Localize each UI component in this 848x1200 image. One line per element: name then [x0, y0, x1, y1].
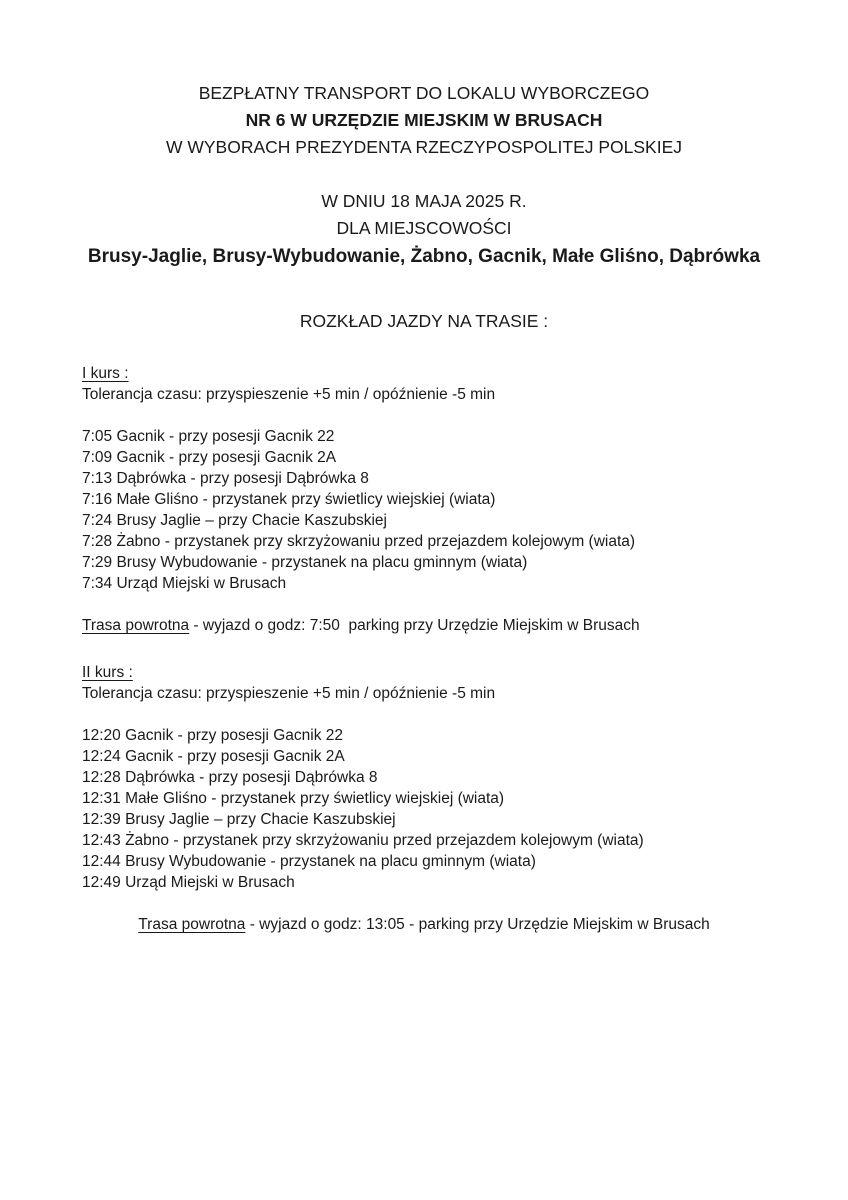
- schedule-stop: 7:24 Brusy Jaglie – przy Chacie Kaszubskiej: [82, 512, 387, 529]
- schedule-stop: 7:09 Gacnik - przy posesji Gacnik 2A: [82, 449, 337, 466]
- schedule-stop: 7:28 Żabno - przystanek przy skrzyżowaniu przed przejazdem kolejowym (wiata): [82, 533, 636, 550]
- return-route-label: Trasa powrotna: [138, 916, 246, 933]
- for-localities-line: DLA MIEJSCOWOŚCI: [336, 218, 512, 238]
- course-2-section: [82, 662, 766, 935]
- course-1-label-text: I kurs :: [82, 365, 129, 382]
- course-1-section: [82, 363, 766, 636]
- schedule-stop: 7:29 Brusy Wybudowanie - przystanek na placu gminnym (wiata): [82, 554, 528, 571]
- schedule-body: [82, 363, 766, 935]
- villages-line: Brusy-Jaglie, Brusy-Wybudowanie, Żabno, Gacnik, Małe Gliśno, Dąbrówka: [87, 246, 761, 267]
- schedule-stop: 12:28 Dąbrówka - przy posesji Dąbrówka 8: [82, 769, 378, 786]
- course-1-return-route-line: [82, 615, 766, 636]
- title-line-2: NR 6 W URZĘDZIE MIEJSKIM W BRUSACH: [245, 110, 603, 130]
- schedule-stop: 12:39 Brusy Jaglie – przy Chacie Kaszubskiej: [82, 811, 396, 828]
- course-2-return-route-line: [82, 914, 766, 935]
- return-route-details: - wyjazd o godz: 7:50 parking przy Urzędzie Miejskim w Brusach: [189, 617, 640, 634]
- title-line-3: W WYBORACH PREZYDENTA RZECZYPOSPOLITEJ POLSKIEJ: [165, 137, 682, 157]
- course-1-stops: [82, 426, 766, 594]
- schedule-stop: 12:44 Brusy Wybudowanie - przystanek na placu gminnym (wiata): [82, 853, 536, 870]
- schedule-stop: 7:05 Gacnik - przy posesji Gacnik 22: [82, 428, 335, 445]
- return-route-details: - wyjazd o godz: 13:05 - parking przy Urzędzie Miejskim w Brusach: [245, 916, 710, 933]
- schedule-stop: 12:31 Małe Gliśno - przystanek przy świetlicy wiejskiej (wiata): [82, 790, 505, 807]
- return-route-label: Trasa powrotna: [82, 617, 190, 634]
- title-line-1: BEZPŁATNY TRANSPORT DO LOKALU WYBORCZEGO: [198, 83, 650, 103]
- document-header: [0, 0, 848, 335]
- schedule-stop: 12:49 Urząd Miejski w Brusach: [82, 874, 295, 891]
- course-2-tolerance: Tolerancja czasu: przyspieszenie +5 min / opóźnienie -5 min: [82, 685, 496, 702]
- schedule-stop: 12:24 Gacnik - przy posesji Gacnik 2A: [82, 748, 345, 765]
- course-2-stops: [82, 725, 766, 893]
- course-2-label: [82, 662, 766, 683]
- course-1-label: [82, 363, 766, 384]
- schedule-stop: 12:20 Gacnik - przy posesji Gacnik 22: [82, 727, 344, 744]
- schedule-stop: 7:16 Małe Gliśno - przystanek przy świetlicy wiejskiej (wiata): [82, 491, 496, 508]
- schedule-stop: 7:34 Urząd Miejski w Brusach: [82, 575, 287, 592]
- schedule-stop: 12:43 Żabno - przystanek przy skrzyżowaniu przed przejazdem kolejowym (wiata): [82, 832, 644, 849]
- date-line: W DNIU 18 MAJA 2025 R.: [321, 191, 527, 211]
- course-2-label-text: II kurs :: [82, 664, 133, 681]
- schedule-heading: ROZKŁAD JAZDY NA TRASIE :: [299, 311, 549, 331]
- course-1-tolerance: Tolerancja czasu: przyspieszenie +5 min / opóźnienie -5 min: [82, 386, 496, 403]
- schedule-stop: 7:13 Dąbrówka - przy posesji Dąbrówka 8: [82, 470, 369, 487]
